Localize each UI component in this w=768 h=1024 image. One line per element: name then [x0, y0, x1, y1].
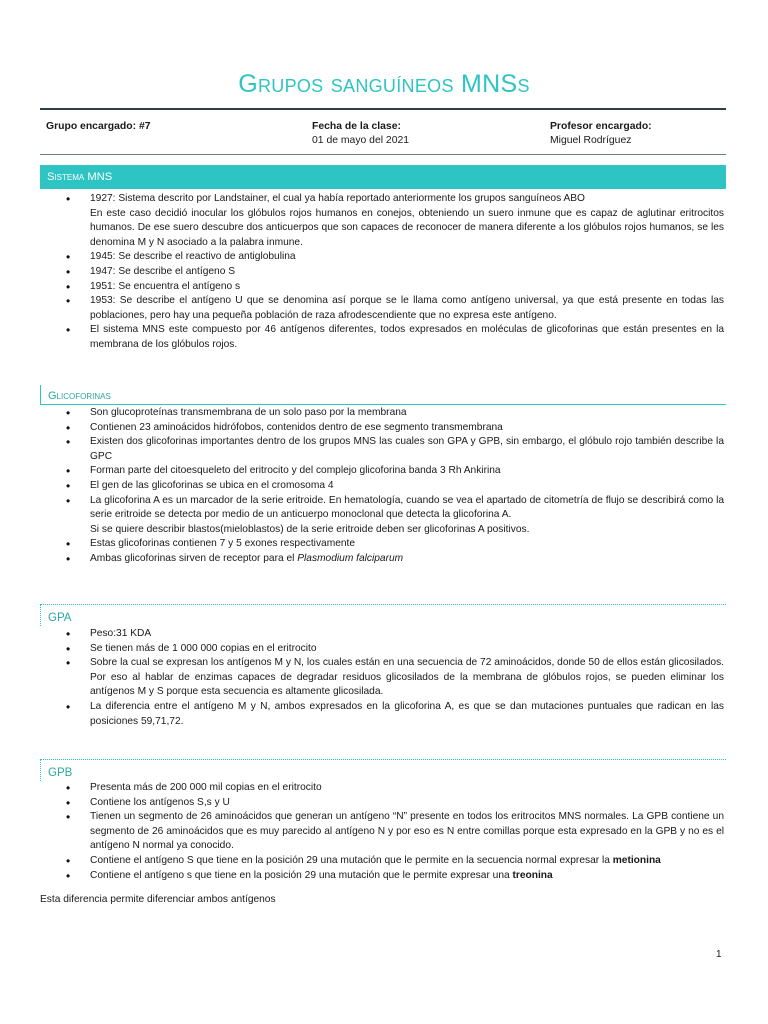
glicoforinas-list	[66, 406, 724, 567]
list-item: • Ambas glicoforinas sirven de receptor para el Plasmodium falciparum	[66, 552, 724, 567]
list-item: • Se tienen más de 1 000 000 copias en el eritrocito	[66, 642, 724, 657]
organism-name: Plasmodium falciparum	[297, 552, 404, 564]
professor-label: Profesor encargado:	[550, 121, 652, 132]
amino-acid-metionina: metionina	[612, 854, 661, 866]
list-item-continuation: Si se quiere describir blastos(mieloblastos) de la serie eritroide deben ser glicoforinas A positivos.	[90, 523, 530, 535]
date-label: Fecha de la clase:	[312, 121, 401, 132]
gpa-list	[66, 627, 724, 729]
section-heading-glicoforinas: Glicoforinas	[40, 385, 726, 405]
list-item: • Contiene el antígeno S que tiene en la posición 29 una mutación que le permite en la secuencia normal expresar la metionina	[66, 854, 724, 869]
title-divider	[40, 108, 726, 110]
list-item: • El sistema MNS este compuesto por 46 antígenos diferentes, todos expresados en moléculas de glicoforinas que están presentes en la membrana de los glóbulos rojos.	[66, 323, 724, 352]
list-item: • La diferencia entre el antígeno M y N, ambos expresados en la glicoforina A, es que se dan mutaciones puntuales que radican en las posiciones 59,71,72.	[66, 700, 724, 729]
document-title: Grupos sanguíneos MNSs	[238, 70, 530, 98]
professor-info	[550, 120, 652, 148]
list-item: • Estas glicoforinas contienen 7 y 5 exones respectivamente	[66, 537, 724, 552]
amino-acid-treonina: treonina	[512, 869, 553, 881]
group-label: Grupo encargado: #7	[46, 121, 151, 132]
list-item: • 1927: Sistema descrito por Landstainer, el cual ya había reportado anteriormente los grupos sanguíneos ABO En este caso decidió inocular los glóbulos rojos humanos en conejos, obteniendo un suero inmune que es capaz de aglutinar eritrocitos humanos. De ese suero descubre dos anticuerpos que son capaces de reconocer de manera diferente a los glóbulos rojos humanos, se les denomina M y N asociado a la palabra inmune.	[66, 192, 724, 250]
page-number: 1	[716, 949, 722, 960]
list-item: • Tienen un segmento de 26 aminoácidos que generan un antígeno “N” presente en todos los eritrocitos MNS normales. La GPB contiene un segmento de 26 aminoácidos que es muy parecido al antígeno N y por eso es N entre comillas porque esta expresado en la GPB y no es el antígeno N normal ya conocido.	[66, 810, 724, 854]
date-info	[312, 120, 409, 148]
list-item: • 1953: Se describe el antígeno U que se denomina así porque se le llama como antígeno universal, ya que está presente en todas las poblaciones, pero hay una pequeña población de raza afrodescendiente que no expresa este antígeno.	[66, 294, 724, 323]
list-item: • Sobre la cual se expresan los antígenos M y N, los cuales están en una secuencia de 72 aminoácidos, donde 50 de ellos están glicosilados. Por eso al hablar de enzimas capaces de degradar residuos glicosilados de la membrana de glóbulos rojos, se pueden eliminar los antígenos M y S porque esta secuencia es altamente glicosilada.	[66, 656, 724, 700]
list-item-continuation: En este caso decidió inocular los glóbulos rojos humanos en conejos, obteniendo un suero inmune que es capaz de aglutinar eritrocitos humanos. De ese suero descubre dos anticuerpos que son capaces de reconocer de manera diferente a los glóbulos rojos humanos, se les denomina M y N asociado a la palabra inmune.	[90, 207, 724, 248]
date-value: 01 de mayo del 2021	[312, 135, 410, 146]
section-heading-gpb: GPB	[40, 759, 726, 781]
list-item: • Peso:31 KDA	[66, 627, 724, 642]
list-item: • 1945: Se describe el reactivo de antiglobulina	[66, 250, 724, 265]
list-item: • La glicoforina A es un marcador de la serie eritroide. En hematología, cuando se vea el apartado de citometría de flujo se describirá como la serie eritroide se detecta por medio de un anticuerpo monoclonal que detecta la glicoforina A. Si se quiere describir blastos(mieloblastos) de la serie eritroide deben ser glicoforinas A positivos.	[66, 494, 724, 538]
list-item: • Existen dos glicoforinas importantes dentro de los grupos MNS las cuales son GPA y GPB, sin embargo, el glóbulo rojo también describe la GPC	[66, 435, 724, 464]
header-divider	[40, 154, 726, 155]
closing-paragraph: Esta diferencia permite diferenciar ambos antígenos	[40, 894, 276, 905]
section-heading-gpa: GPA	[40, 604, 726, 626]
list-item: • 1947: Se describe el antígeno S	[66, 265, 724, 280]
group-info	[46, 120, 151, 134]
list-item: • Forman parte del citoesqueleto del eritrocito y del complejo glicoforina banda 3 Rh Ankirina	[66, 464, 724, 479]
gpb-list	[66, 781, 724, 883]
list-item: • Contienen 23 aminoácidos hidrófobos, contenidos dentro de ese segmento transmembrana	[66, 421, 724, 436]
list-item: • 1951: Se encuentra el antígeno s	[66, 280, 724, 295]
mns-list	[66, 192, 724, 353]
professor-value: Miguel Rodríguez	[550, 135, 632, 146]
list-item: • Contiene los antígenos S,s y U	[66, 796, 724, 811]
list-item: • Contiene el antígeno s que tiene en la posición 29 una mutación que le permite expresar una treonina	[66, 869, 724, 884]
list-item: • Presenta más de 200 000 mil copias en el eritrocito	[66, 781, 724, 796]
section-heading-mns: Sistema MNS	[40, 165, 726, 189]
list-item: • El gen de las glicoforinas se ubica en el cromosoma 4	[66, 479, 724, 494]
list-item: • Son glucoproteínas transmembrana de un solo paso por la membrana	[66, 406, 724, 421]
